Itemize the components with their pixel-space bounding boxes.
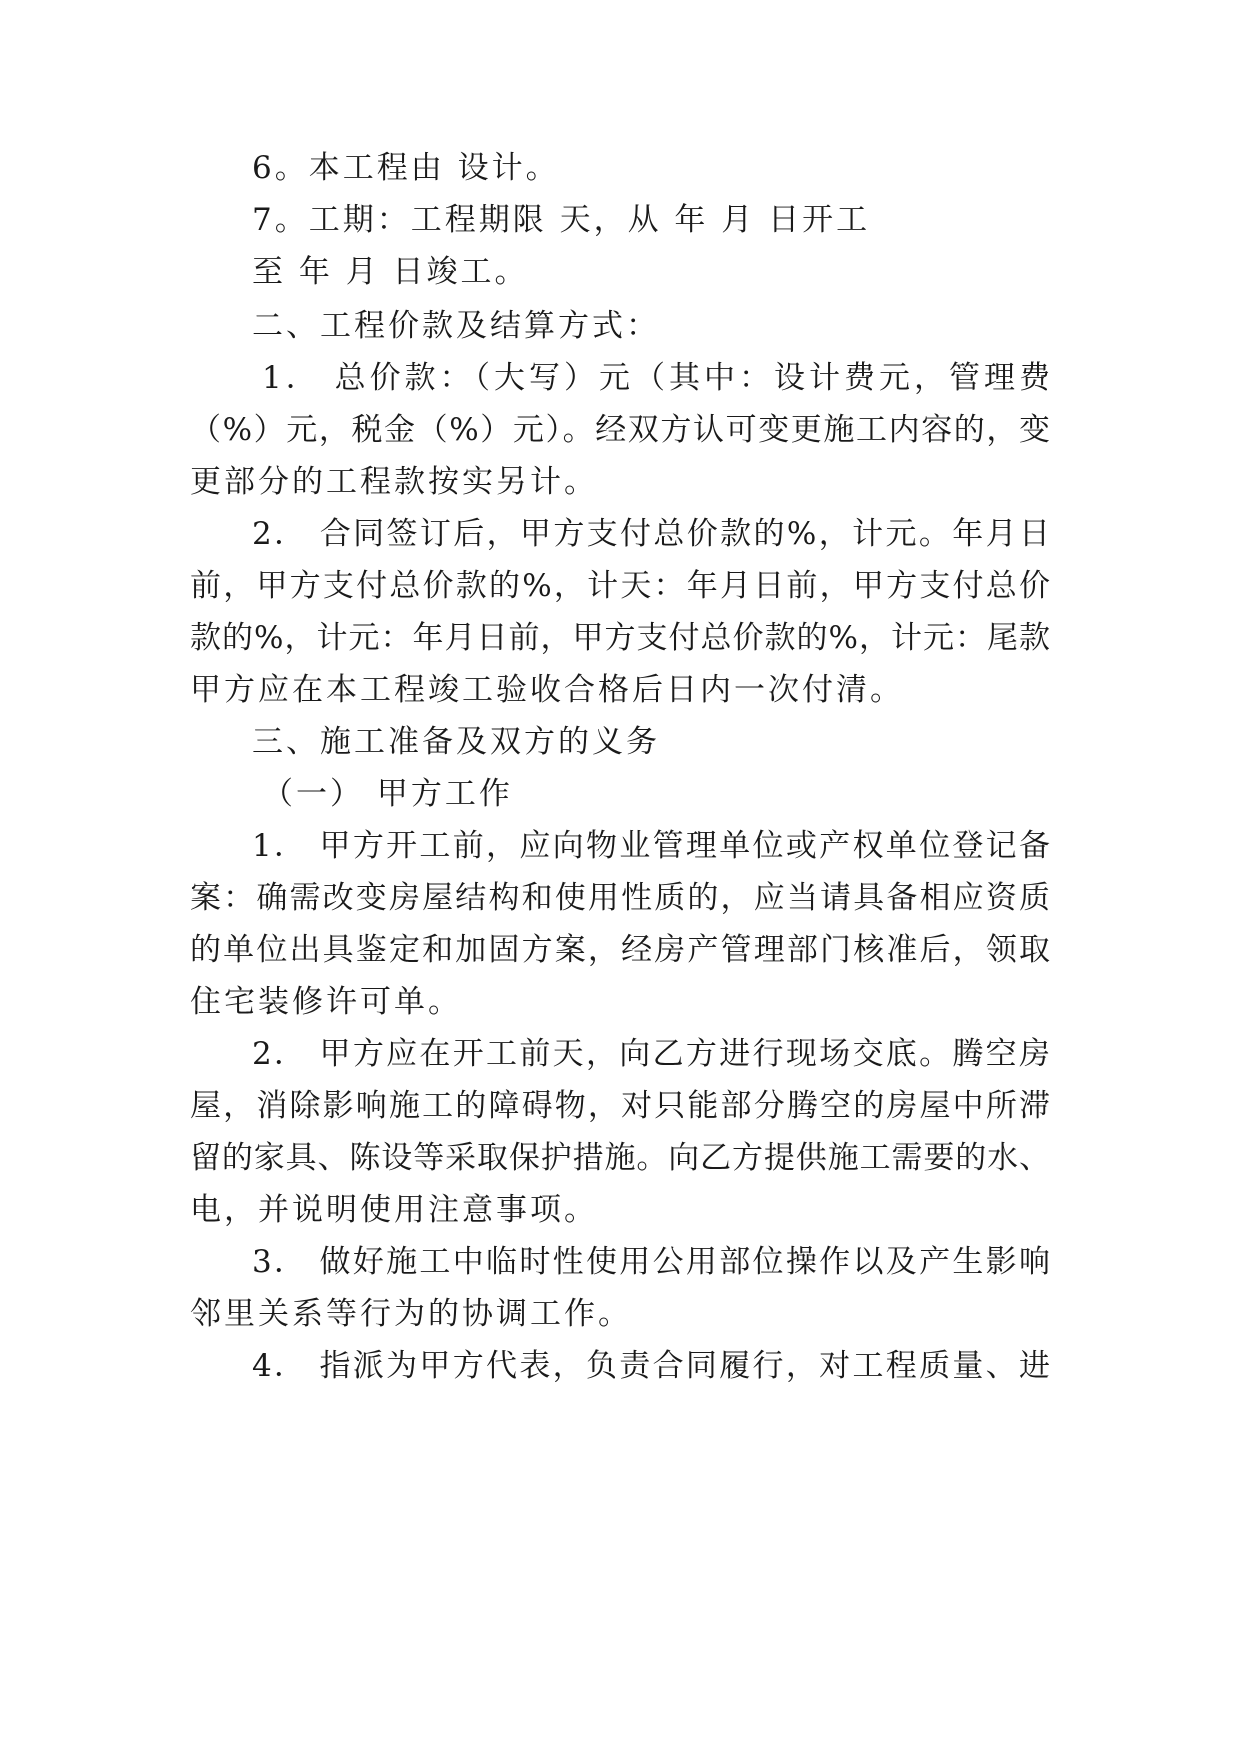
text-line: 2． 甲方应在开工前天，向乙方进行现场交底。腾空房 bbox=[252, 1036, 1050, 1072]
text-line: 屋，消除影响施工的障碍物，对只能部分腾空的房屋中所滞 bbox=[190, 1088, 1050, 1124]
text-line: 邻里关系等行为的协调工作。 bbox=[190, 1296, 632, 1332]
text-line: （%）元，税金（%）元）。经双方认可变更施工内容的，变 bbox=[190, 412, 1050, 448]
section-heading: 二、工程价款及结算方式： bbox=[252, 308, 660, 344]
text-line: 4． 指派为甲方代表，负责合同履行，对工程质量、进 bbox=[252, 1348, 1050, 1384]
text-line: 住宅装修许可单。 bbox=[190, 984, 462, 1020]
text-line: 更部分的工程款按实另计。 bbox=[190, 464, 598, 500]
text-line: 6。本工程由 设计。 bbox=[252, 150, 560, 186]
text-line: 2． 合同签订后，甲方支付总价款的%，计元。年月日 bbox=[252, 516, 1050, 552]
text-line: 前，甲方支付总价款的%，计天：年月日前，甲方支付总价 bbox=[190, 568, 1050, 604]
text-line: 1． 甲方开工前，应向物业管理单位或产权单位登记备 bbox=[252, 828, 1050, 864]
section-heading: 三、施工准备及双方的义务 bbox=[252, 724, 660, 760]
subsection-heading: （一） 甲方工作 bbox=[262, 776, 513, 812]
text-line: 7。工期：工程期限 天，从 年 月 日开工 bbox=[252, 202, 871, 238]
text-line: 1． 总价款：（大写）元（其中：设计费元，管理费 bbox=[262, 360, 1050, 396]
text-line: 至 年 月 日竣工。 bbox=[252, 254, 529, 290]
text-line: 甲方应在本工程竣工验收合格后日内一次付清。 bbox=[190, 672, 904, 708]
text-line: 留的家具、陈设等采取保护措施。向乙方提供施工需要的水、 bbox=[190, 1140, 1050, 1176]
text-line: 3． 做好施工中临时性使用公用部位操作以及产生影响 bbox=[252, 1244, 1050, 1280]
text-line: 案：确需改变房屋结构和使用性质的，应当请具备相应资质 bbox=[190, 880, 1050, 916]
text-line: 电，并说明使用注意事项。 bbox=[190, 1192, 598, 1228]
text-line: 款的%，计元：年月日前，甲方支付总价款的%，计元：尾款 bbox=[190, 620, 1050, 656]
text-line: 的单位出具鉴定和加固方案，经房产管理部门核准后，领取 bbox=[190, 932, 1050, 968]
